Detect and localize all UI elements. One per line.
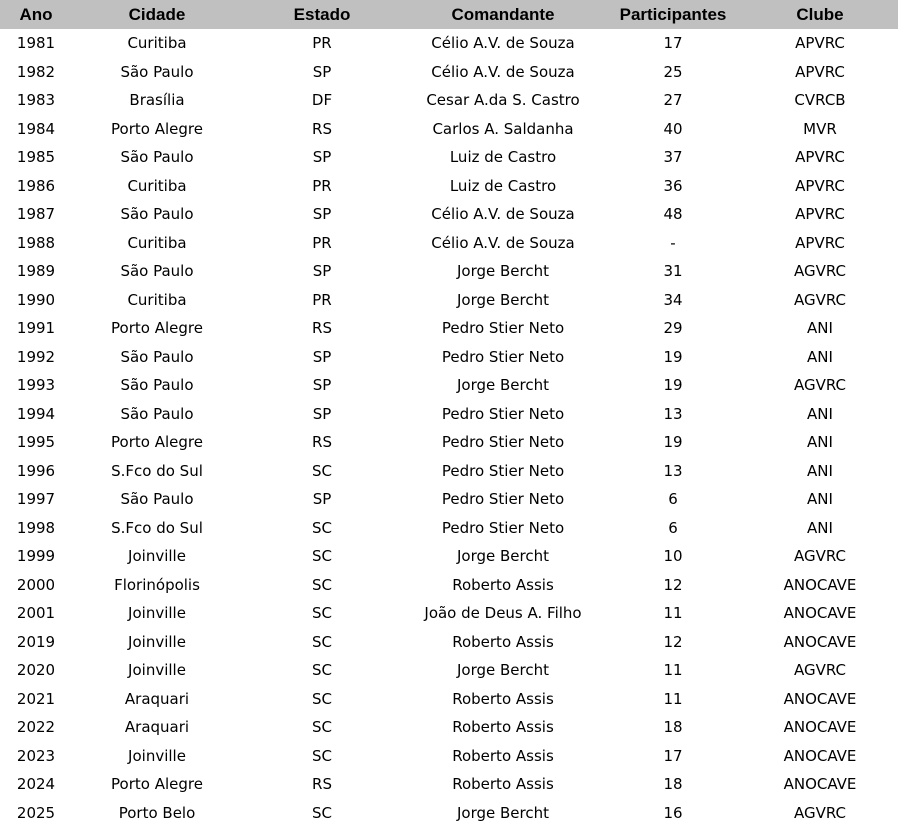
table-row: [0, 485, 898, 514]
ano-cell: 1982: [0, 58, 72, 87]
clube-cell: ANOCAVE: [742, 713, 898, 742]
participantes-cell: 27: [604, 86, 742, 115]
table-row: [0, 742, 898, 771]
clube-cell: APVRC: [742, 229, 898, 258]
table-row: [0, 713, 898, 742]
cidade-cell: Porto Alegre: [72, 428, 242, 457]
estado-cell: SC: [242, 599, 402, 628]
ano-cell: 1990: [0, 286, 72, 315]
cidade-cell: São Paulo: [72, 58, 242, 87]
header-row: [0, 0, 898, 29]
comandante-cell: Roberto Assis: [402, 628, 604, 657]
comandante-cell: Pedro Stier Neto: [402, 343, 604, 372]
clube-cell: APVRC: [742, 200, 898, 229]
table-header: [0, 0, 898, 29]
table-body: [0, 29, 898, 827]
header-participantes: Participantes: [604, 0, 742, 29]
participantes-cell: 18: [604, 770, 742, 799]
participantes-cell: 29: [604, 314, 742, 343]
participantes-cell: 17: [604, 742, 742, 771]
cidade-cell: Brasília: [72, 86, 242, 115]
cidade-cell: São Paulo: [72, 257, 242, 286]
comandante-cell: Jorge Bercht: [402, 257, 604, 286]
table-row: [0, 571, 898, 600]
ano-cell: 2023: [0, 742, 72, 771]
cidade-cell: São Paulo: [72, 143, 242, 172]
ano-cell: 1996: [0, 457, 72, 486]
table-row: [0, 343, 898, 372]
comandante-cell: Pedro Stier Neto: [402, 314, 604, 343]
cidade-cell: S.Fco do Sul: [72, 457, 242, 486]
ano-cell: 1994: [0, 400, 72, 429]
table-row: [0, 457, 898, 486]
table-row: [0, 628, 898, 657]
cidade-cell: Porto Alegre: [72, 115, 242, 144]
clube-cell: ANOCAVE: [742, 628, 898, 657]
comandante-cell: João de Deus A. Filho: [402, 599, 604, 628]
ano-cell: 1988: [0, 229, 72, 258]
estado-cell: SP: [242, 257, 402, 286]
clube-cell: ANI: [742, 314, 898, 343]
estado-cell: SP: [242, 400, 402, 429]
participantes-cell: 12: [604, 628, 742, 657]
table-row: [0, 172, 898, 201]
estado-cell: PR: [242, 286, 402, 315]
cidade-cell: São Paulo: [72, 343, 242, 372]
cidade-cell: São Paulo: [72, 200, 242, 229]
comandante-cell: Célio A.V. de Souza: [402, 29, 604, 58]
cidade-cell: Joinville: [72, 599, 242, 628]
estado-cell: SC: [242, 656, 402, 685]
cidade-cell: Joinville: [72, 656, 242, 685]
clube-cell: AGVRC: [742, 286, 898, 315]
participantes-cell: 11: [604, 656, 742, 685]
ano-cell: 2001: [0, 599, 72, 628]
clube-cell: AGVRC: [742, 371, 898, 400]
clube-cell: APVRC: [742, 172, 898, 201]
clube-cell: APVRC: [742, 58, 898, 87]
comandante-cell: Jorge Bercht: [402, 542, 604, 571]
cidade-cell: Curitiba: [72, 29, 242, 58]
table-row: [0, 86, 898, 115]
comandante-cell: Roberto Assis: [402, 770, 604, 799]
clube-cell: ANOCAVE: [742, 742, 898, 771]
comandante-cell: Jorge Bercht: [402, 656, 604, 685]
cidade-cell: São Paulo: [72, 485, 242, 514]
estado-cell: SC: [242, 514, 402, 543]
estado-cell: DF: [242, 86, 402, 115]
ano-cell: 2025: [0, 799, 72, 827]
ano-cell: 1993: [0, 371, 72, 400]
participantes-cell: 11: [604, 599, 742, 628]
table-row: [0, 542, 898, 571]
cidade-cell: Florinópolis: [72, 571, 242, 600]
table-row: [0, 428, 898, 457]
header-comandante: Comandante: [402, 0, 604, 29]
table-row: [0, 770, 898, 799]
table-row: [0, 29, 898, 58]
estado-cell: RS: [242, 314, 402, 343]
comandante-cell: Cesar A.da S. Castro: [402, 86, 604, 115]
ano-cell: 1989: [0, 257, 72, 286]
cidade-cell: Porto Alegre: [72, 770, 242, 799]
estado-cell: SC: [242, 799, 402, 827]
participantes-cell: 17: [604, 29, 742, 58]
comandante-cell: Carlos A. Saldanha: [402, 115, 604, 144]
clube-cell: ANI: [742, 485, 898, 514]
ano-cell: 1987: [0, 200, 72, 229]
cidade-cell: São Paulo: [72, 400, 242, 429]
comandante-cell: Pedro Stier Neto: [402, 485, 604, 514]
comandante-cell: Jorge Bercht: [402, 371, 604, 400]
comandante-cell: Pedro Stier Neto: [402, 514, 604, 543]
ano-cell: 1981: [0, 29, 72, 58]
comandante-cell: Pedro Stier Neto: [402, 457, 604, 486]
estado-cell: SC: [242, 713, 402, 742]
estado-cell: SP: [242, 343, 402, 372]
header-cidade: Cidade: [72, 0, 242, 29]
ano-cell: 2020: [0, 656, 72, 685]
table-row: [0, 314, 898, 343]
cidade-cell: Araquari: [72, 713, 242, 742]
cidade-cell: S.Fco do Sul: [72, 514, 242, 543]
comandante-cell: Roberto Assis: [402, 713, 604, 742]
ano-cell: 1992: [0, 343, 72, 372]
clube-cell: ANOCAVE: [742, 685, 898, 714]
table-row: [0, 400, 898, 429]
participantes-cell: 31: [604, 257, 742, 286]
participantes-cell: 19: [604, 371, 742, 400]
participantes-cell: 11: [604, 685, 742, 714]
clube-cell: ANI: [742, 457, 898, 486]
ano-cell: 1998: [0, 514, 72, 543]
clube-cell: ANI: [742, 400, 898, 429]
clube-cell: ANI: [742, 343, 898, 372]
participantes-cell: 13: [604, 400, 742, 429]
table-row: [0, 143, 898, 172]
participantes-cell: 34: [604, 286, 742, 315]
comandante-cell: Luiz de Castro: [402, 143, 604, 172]
ano-cell: 1986: [0, 172, 72, 201]
header-ano: Ano: [0, 0, 72, 29]
ano-cell: 2000: [0, 571, 72, 600]
cidade-cell: Curitiba: [72, 286, 242, 315]
participantes-cell: 18: [604, 713, 742, 742]
estado-cell: SC: [242, 742, 402, 771]
clube-cell: ANOCAVE: [742, 571, 898, 600]
comandante-cell: Pedro Stier Neto: [402, 428, 604, 457]
participantes-cell: 16: [604, 799, 742, 827]
cidade-cell: Joinville: [72, 742, 242, 771]
estado-cell: SC: [242, 571, 402, 600]
comandante-cell: Jorge Bercht: [402, 286, 604, 315]
comandante-cell: Roberto Assis: [402, 571, 604, 600]
clube-cell: APVRC: [742, 143, 898, 172]
table-row: [0, 685, 898, 714]
ano-cell: 1997: [0, 485, 72, 514]
estado-cell: PR: [242, 172, 402, 201]
participantes-cell: 19: [604, 343, 742, 372]
estado-cell: SC: [242, 457, 402, 486]
comandante-cell: Luiz de Castro: [402, 172, 604, 201]
cidade-cell: Porto Belo: [72, 799, 242, 827]
table-row: [0, 200, 898, 229]
estado-cell: SP: [242, 58, 402, 87]
estado-cell: RS: [242, 115, 402, 144]
table-row: [0, 58, 898, 87]
estado-cell: PR: [242, 29, 402, 58]
cidade-cell: Porto Alegre: [72, 314, 242, 343]
clube-cell: MVR: [742, 115, 898, 144]
clube-cell: ANI: [742, 428, 898, 457]
cidade-cell: Curitiba: [72, 229, 242, 258]
participantes-cell: 6: [604, 485, 742, 514]
cidade-cell: Joinville: [72, 628, 242, 657]
participantes-cell: 6: [604, 514, 742, 543]
participantes-cell: 36: [604, 172, 742, 201]
estado-cell: SC: [242, 628, 402, 657]
table-row: [0, 799, 898, 827]
ano-cell: 1983: [0, 86, 72, 115]
comandante-cell: Célio A.V. de Souza: [402, 200, 604, 229]
participantes-cell: 10: [604, 542, 742, 571]
clube-cell: AGVRC: [742, 257, 898, 286]
clube-cell: AGVRC: [742, 542, 898, 571]
participantes-cell: -: [604, 229, 742, 258]
ano-cell: 1995: [0, 428, 72, 457]
clube-cell: AGVRC: [742, 656, 898, 685]
participantes-cell: 40: [604, 115, 742, 144]
table-row: [0, 257, 898, 286]
participantes-cell: 13: [604, 457, 742, 486]
header-estado: Estado: [242, 0, 402, 29]
clube-cell: ANOCAVE: [742, 770, 898, 799]
participantes-cell: 25: [604, 58, 742, 87]
estado-cell: SP: [242, 485, 402, 514]
header-clube: Clube: [742, 0, 898, 29]
cidade-cell: Joinville: [72, 542, 242, 571]
estado-cell: SC: [242, 542, 402, 571]
clube-cell: AGVRC: [742, 799, 898, 827]
estado-cell: SP: [242, 371, 402, 400]
participantes-cell: 48: [604, 200, 742, 229]
clube-cell: APVRC: [742, 29, 898, 58]
table-row: [0, 599, 898, 628]
cidade-cell: São Paulo: [72, 371, 242, 400]
ano-cell: 1999: [0, 542, 72, 571]
estado-cell: RS: [242, 770, 402, 799]
comandante-cell: Célio A.V. de Souza: [402, 229, 604, 258]
cidade-cell: Curitiba: [72, 172, 242, 201]
table-row: [0, 514, 898, 543]
participantes-cell: 19: [604, 428, 742, 457]
ano-cell: 1984: [0, 115, 72, 144]
ano-cell: 1991: [0, 314, 72, 343]
participantes-cell: 37: [604, 143, 742, 172]
comandante-cell: Jorge Bercht: [402, 799, 604, 827]
table-row: [0, 286, 898, 315]
table-row: [0, 656, 898, 685]
comandante-cell: Roberto Assis: [402, 685, 604, 714]
clube-cell: ANOCAVE: [742, 599, 898, 628]
table-row: [0, 115, 898, 144]
ano-cell: 1985: [0, 143, 72, 172]
estado-cell: SP: [242, 200, 402, 229]
ano-cell: 2021: [0, 685, 72, 714]
comandante-cell: Roberto Assis: [402, 742, 604, 771]
cidade-cell: Araquari: [72, 685, 242, 714]
estado-cell: SP: [242, 143, 402, 172]
clube-cell: CVRCB: [742, 86, 898, 115]
table-row: [0, 229, 898, 258]
table-row: [0, 371, 898, 400]
ano-cell: 2022: [0, 713, 72, 742]
estado-cell: RS: [242, 428, 402, 457]
estado-cell: PR: [242, 229, 402, 258]
clube-cell: ANI: [742, 514, 898, 543]
ano-cell: 2019: [0, 628, 72, 657]
estado-cell: SC: [242, 685, 402, 714]
comandante-cell: Pedro Stier Neto: [402, 400, 604, 429]
comandante-cell: Célio A.V. de Souza: [402, 58, 604, 87]
ano-cell: 2024: [0, 770, 72, 799]
participantes-cell: 12: [604, 571, 742, 600]
